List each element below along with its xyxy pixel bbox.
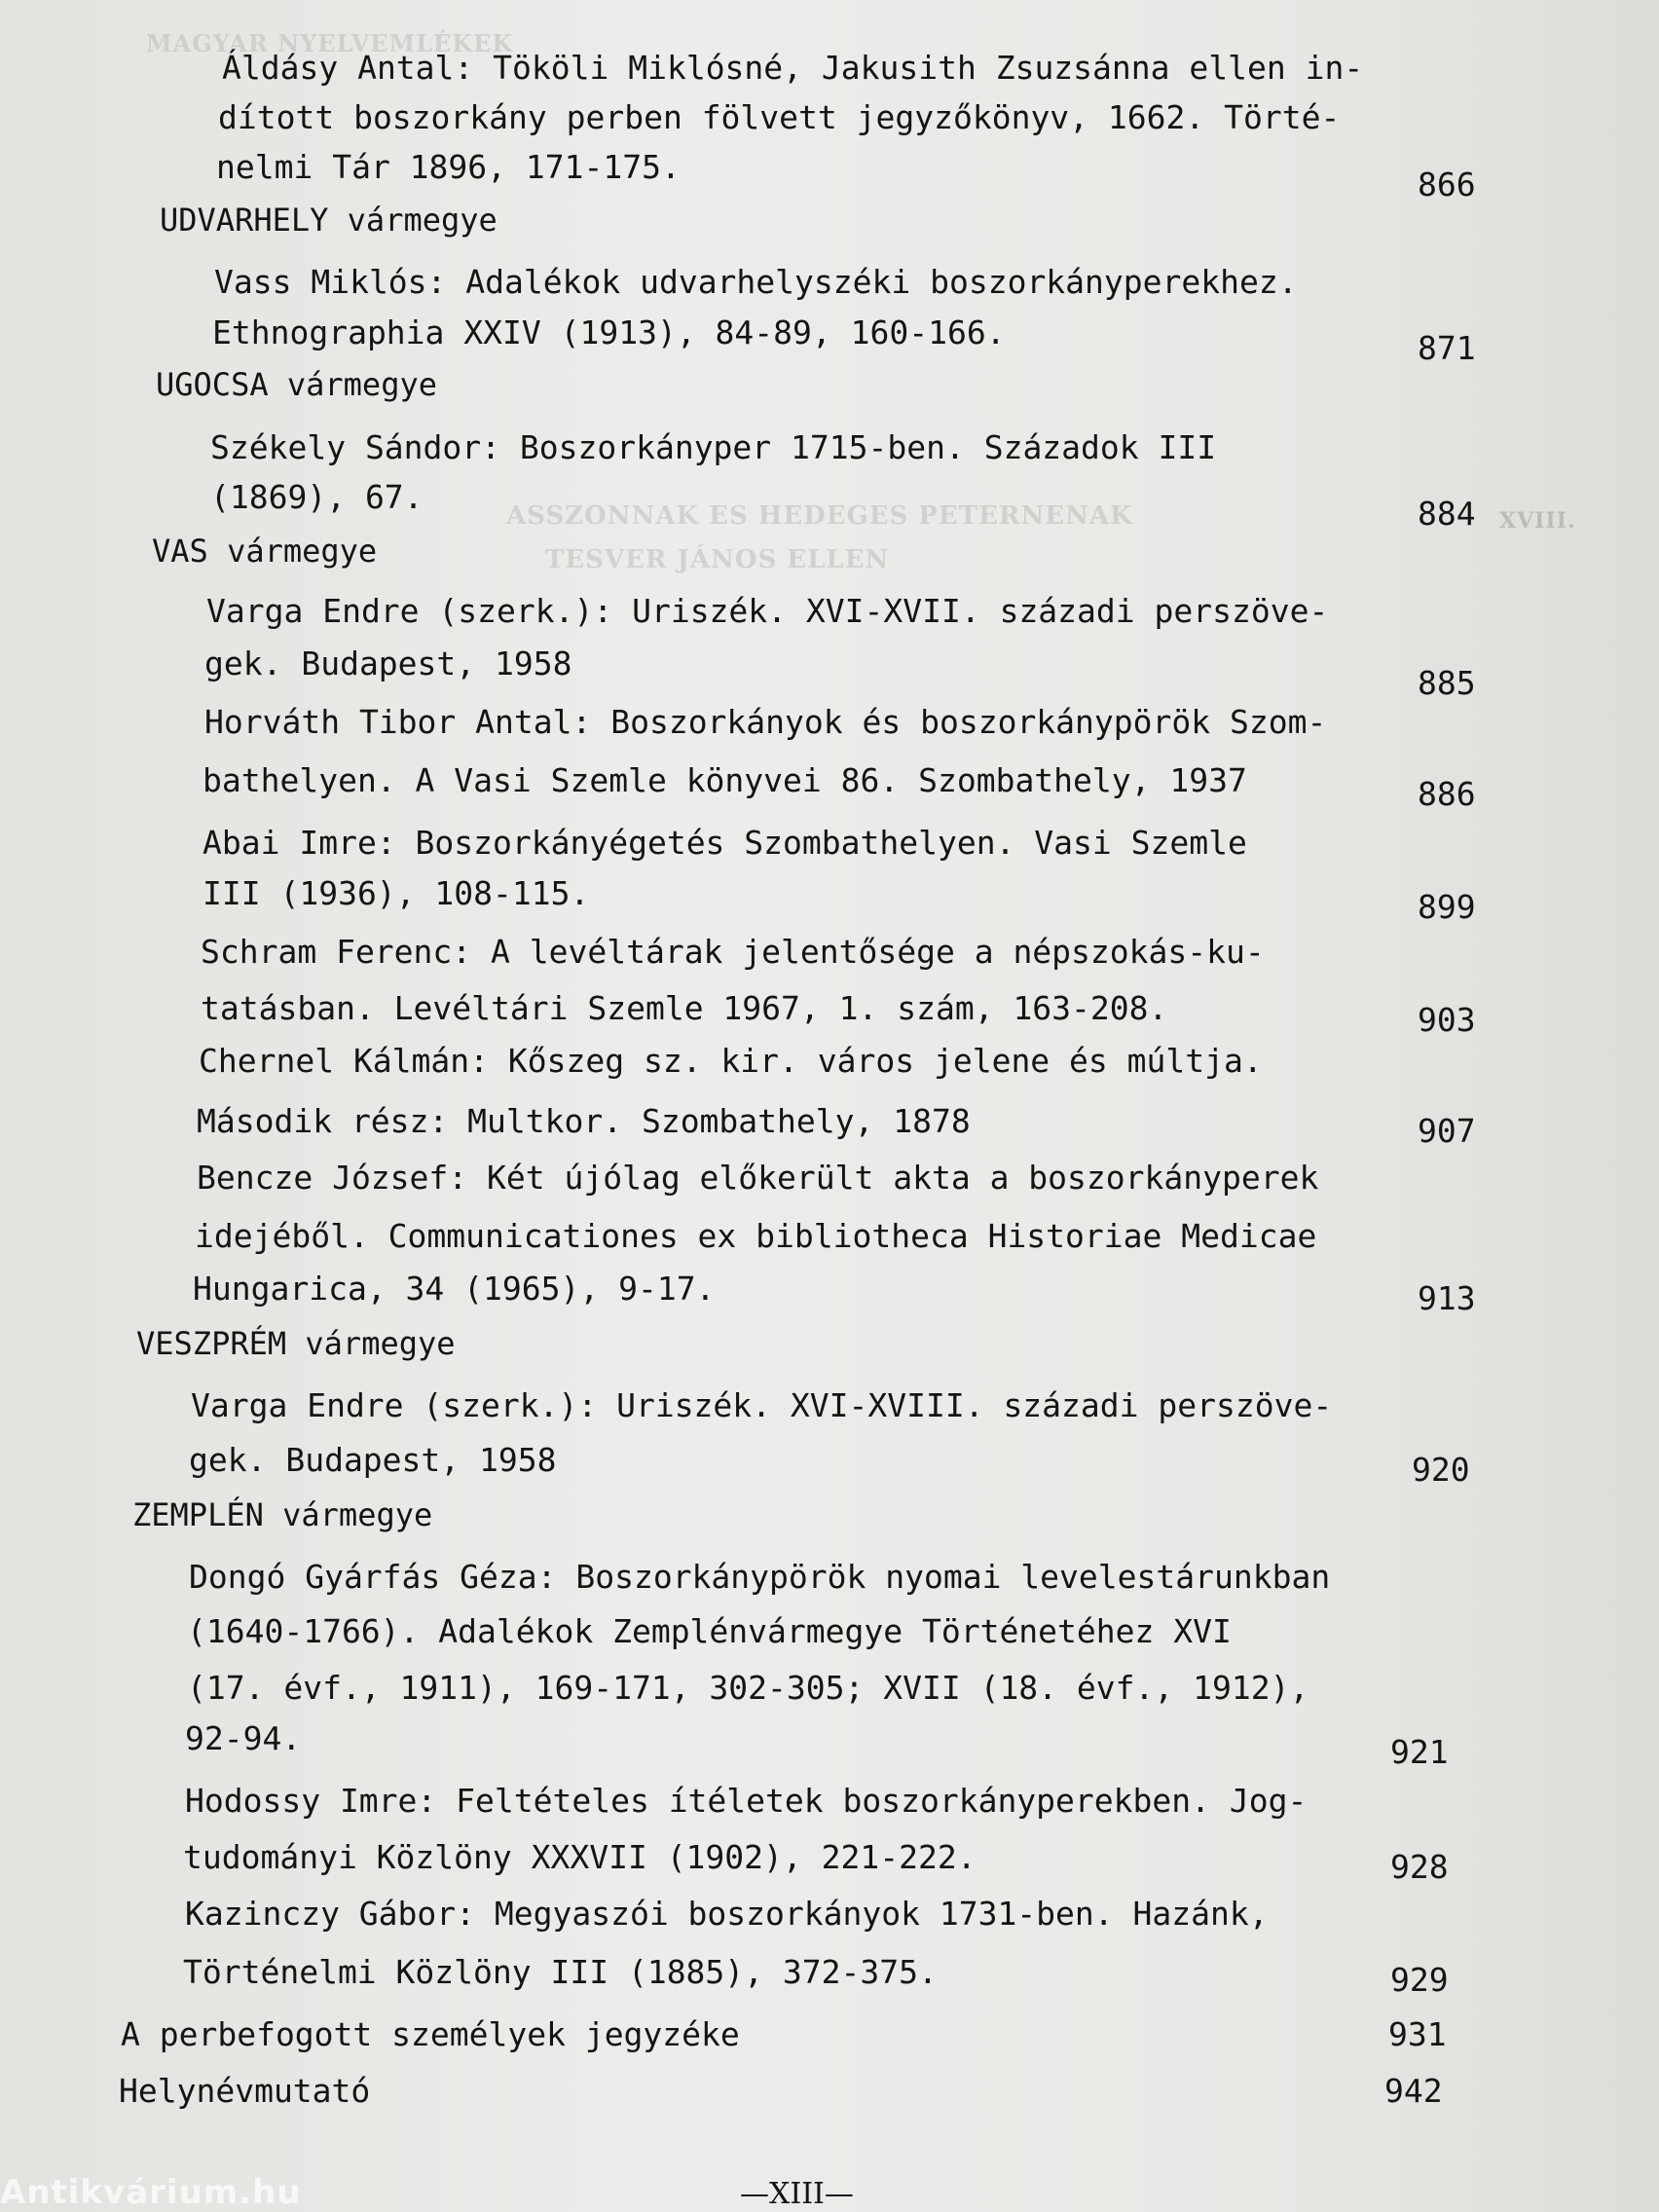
entry-line: (1640-1766). Adalékok Zemplénvármegye Történetéhez XVI xyxy=(187,1612,1232,1650)
page-number: 913 xyxy=(1418,1279,1476,1317)
page-number: 920 xyxy=(1412,1451,1470,1489)
page-number: 886 xyxy=(1418,775,1476,813)
entry-line: Schram Ferenc: A levéltárak jelentősége a népszokás-ku- xyxy=(201,933,1265,971)
entry-line: Chernel Kálmán: Kőszeg sz. kir. város jelene és múltja. xyxy=(199,1042,1263,1080)
entry-line: Bencze József: Két újólag előkerült akta a boszorkányperek xyxy=(197,1159,1319,1197)
show-through-text: XVIII. xyxy=(1499,508,1576,534)
county-heading: VAS vármegye xyxy=(152,533,378,570)
page-number: 931 xyxy=(1388,2015,1447,2053)
county-heading: UDVARHELY vármegye xyxy=(160,202,498,239)
entry-line: Történelmi Közlöny III (1885), 372-375. xyxy=(183,1953,938,1991)
show-through-text: ASSZONNAK ES HEDEGES PETERNENAK xyxy=(506,501,1133,531)
page-number: 942 xyxy=(1384,2072,1443,2110)
entry-line: Ethnographia XXIV (1913), 84-89, 160-166. xyxy=(212,313,1006,351)
page-number: 885 xyxy=(1418,664,1476,702)
show-through-text: MAGYAR NYELVEMLÉKEK xyxy=(146,29,514,57)
entry-line: 92-94. xyxy=(185,1719,302,1757)
page-number: 899 xyxy=(1418,888,1476,926)
entry-line: Kazinczy Gábor: Megyaszói boszorkányok 1731-ben. Hazánk, xyxy=(185,1895,1269,1933)
page-number: 866 xyxy=(1418,166,1476,203)
entry-line: tatásban. Levéltári Szemle 1967, 1. szám, 163-208. xyxy=(201,989,1168,1027)
county-heading: UGOCSA vármegye xyxy=(156,366,437,403)
index-entry-places: Helynévmutató xyxy=(119,2072,371,2110)
entry-line: tudományi Közlöny XXXVII (1902), 221-222. xyxy=(183,1838,977,1876)
entry-line: nelmi Tár 1896, 171-175. xyxy=(216,148,681,186)
county-heading: VESZPRÉM vármegye xyxy=(136,1325,456,1362)
entry-line: Horváth Tibor Antal: Boszorkányok és boszorkánypörök Szom- xyxy=(204,703,1327,741)
entry-line: Abai Imre: Boszorkányégetés Szombathelyen. Vasi Szemle xyxy=(203,824,1247,862)
entry-line: Dongó Gyárfás Géza: Boszorkánypörök nyomai levelestárunkban xyxy=(189,1558,1331,1596)
entry-line: Varga Endre (szerk.): Uriszék. XVI-XVIII. századi perszöve- xyxy=(191,1386,1333,1424)
watermark: Antikvárium.hu xyxy=(0,2173,302,2212)
page-number: 907 xyxy=(1418,1112,1476,1150)
page-number: 929 xyxy=(1390,1961,1449,1999)
entry-line: gek. Budapest, 1958 xyxy=(204,645,572,682)
entry-line: (17. évf., 1911), 169-171, 302-305; XVII (18. évf., 1912), xyxy=(187,1669,1309,1707)
entry-line: Hungarica, 34 (1965), 9-17. xyxy=(193,1270,716,1308)
entry-line: (1869), 67. xyxy=(210,478,424,516)
entry-line: Vass Miklós: Adalékok udvarhelyszéki boszorkányperekhez. xyxy=(214,263,1298,301)
entry-line: Varga Endre (szerk.): Uriszék. XVI-XVII. századi perszöve- xyxy=(206,592,1329,630)
entry-line: Székely Sándor: Boszorkányper 1715-ben. Századok III xyxy=(210,428,1217,466)
entry-line: gek. Budapest, 1958 xyxy=(189,1441,557,1479)
entry-line: dított boszorkány perben fölvett jegyzőkönyv, 1662. Törté- xyxy=(218,98,1341,136)
county-heading: ZEMPLÉN vármegye xyxy=(132,1496,433,1533)
show-through-text: TESVER JÁNOS ELLEN xyxy=(545,545,890,574)
entry-line: Áldásy Antal: Tököli Miklósné, Jakusith Zsuzsánna ellen in- xyxy=(222,49,1364,87)
page-folio: —XIII— xyxy=(740,2177,854,2211)
entry-line: Második rész: Multkor. Szombathely, 1878 xyxy=(197,1102,971,1140)
page-number: 871 xyxy=(1418,329,1476,367)
entry-line: Hodossy Imre: Feltételes ítéletek boszorkányperekben. Jog- xyxy=(185,1782,1308,1820)
index-entry-persons: A perbefogott személyek jegyzéke xyxy=(121,2015,740,2053)
entry-line: III (1936), 108-115. xyxy=(203,874,590,912)
page-number: 921 xyxy=(1390,1733,1449,1771)
page-number: 903 xyxy=(1418,1001,1476,1039)
page-number: 884 xyxy=(1418,495,1476,533)
entry-line: bathelyen. A Vasi Szemle könyvei 86. Szombathely, 1937 xyxy=(203,761,1247,799)
page-number: 928 xyxy=(1390,1848,1449,1886)
entry-line: idejéből. Communicationes ex bibliotheca Historiae Medicae xyxy=(195,1217,1317,1255)
